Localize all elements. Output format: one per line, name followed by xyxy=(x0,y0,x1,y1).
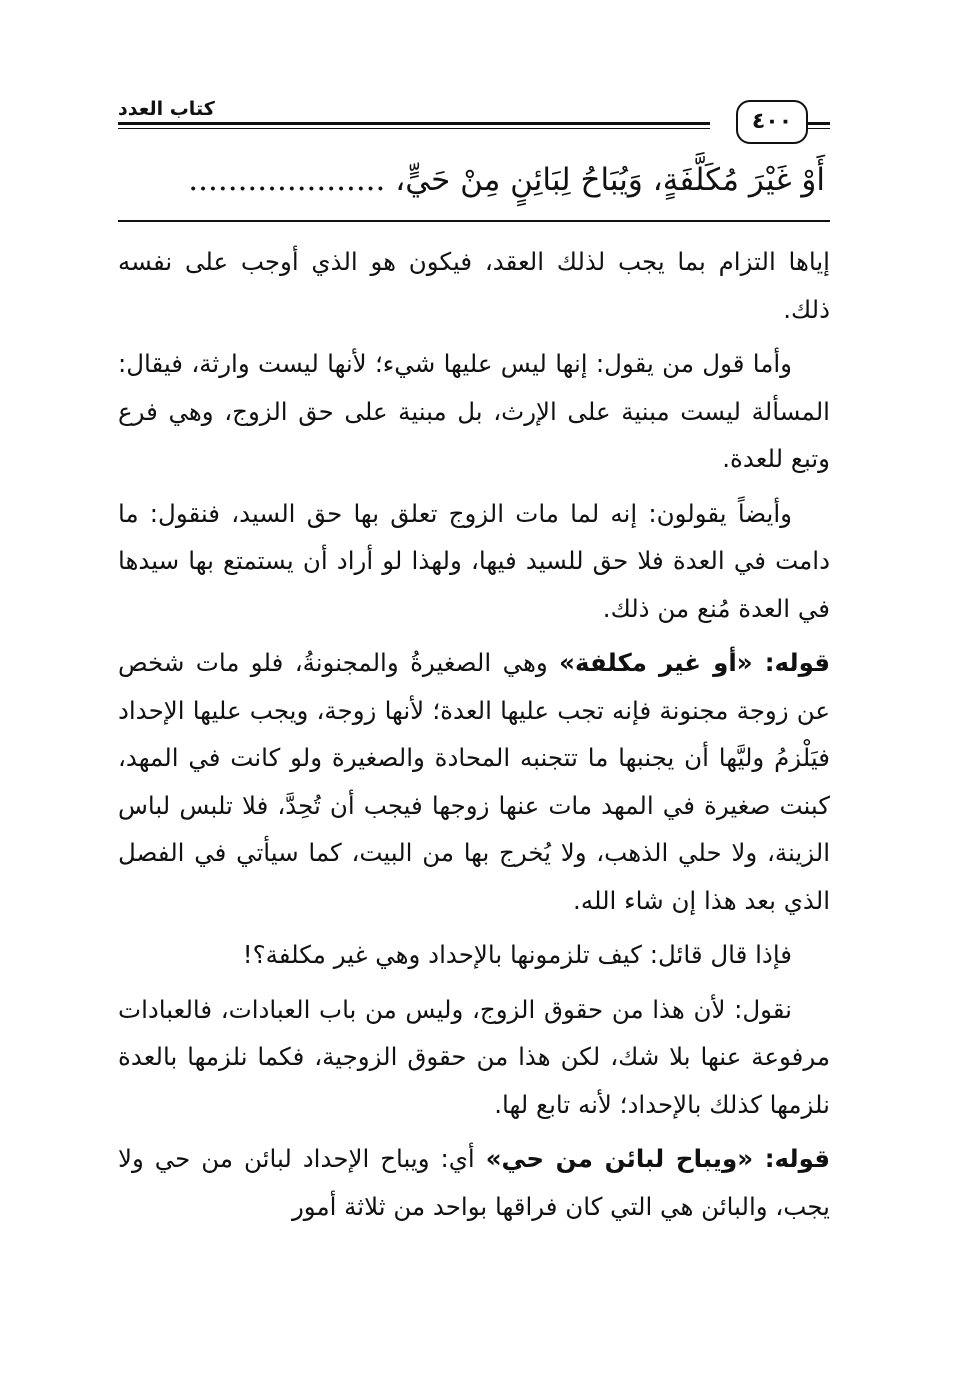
header-rule xyxy=(118,122,710,125)
quote-label: قوله: «أو غير مكلفة» xyxy=(559,648,831,677)
paragraph-7: قوله: «ويباح لبائن من حي» أي: ويباح الإحداد لبائن من حي ولا يجب، والبائن هي التي كان فراقها بواحد من ثلاثة أمور xyxy=(118,1144,831,1221)
paragraph-2: وأما قول من يقول: إنها ليس عليها شيء؛ لأنها ليست وارثة، فيقال: المسألة ليست مبنية على الإرث، بل مبنية على حق الزوج، وهي فرع وتبع للعدة. xyxy=(118,349,830,473)
commentary-body xyxy=(118,238,830,1237)
header-rule-thin xyxy=(118,128,710,129)
page-number: ٤٠٠ xyxy=(736,100,808,144)
paragraph-3: وأيضاً يقولون: إنه لما مات الزوج تعلق بها حق السيد، فنقول: ما دامت في العدة فلا حق للسيد فيها، ولهذا لو أراد أن يستمتع بها سيدها في العدة مُنع من ذلك. xyxy=(118,498,830,623)
matn-divider xyxy=(118,220,830,222)
paragraph-1: إياها التزام بما يجب لذلك العقد، فيكون هو الذي أوجب على نفسه ذلك. xyxy=(118,247,830,324)
paragraph-5: فإذا قال قائل: كيف تلزمونها بالإحداد وهي غير مكلفة؟! xyxy=(242,940,792,969)
page-header xyxy=(118,92,830,142)
matn-text: أَوْ غَيْرَ مُكَلَّفَةٍ، وَيُبَاحُ لِبَائِنٍ مِنْ حَيٍّ، .................... xyxy=(188,162,825,198)
header-rule-right xyxy=(808,122,830,125)
header-rule-right-thin xyxy=(808,128,830,129)
paragraph-6: نقول: لأن هذا من حقوق الزوج، وليس من باب العبادات، فالعبادات مرفوعة عنها بلا شك، لكن هذا من حقوق الزوجية، فكما نلزمها بالعدة نلزمها كذلك بالإحداد؛ لأنه تابع لها. xyxy=(118,994,830,1119)
quote-label: قوله: «ويباح لبائن من حي» xyxy=(485,1144,831,1173)
book-title: كتاب العدد xyxy=(118,98,215,120)
paragraph-4: قوله: «أو غير مكلفة» وهي الصغيرةُ والمجنونةُ، فلو مات شخص عن زوجة مجنونة فإنه تجب عليها العدة؛ لأنها زوجة، ويجب عليها الإحداد فيَلْزمُ وليَّها أن يجنبها ما تتجنبه المحادة والصغيرة ولو كانت في المهد، كبنت صغيرة في المهد مات عنها زوجها فيجب أن تُحِدَّ، فلا تلبس لباس الزينة، ولا حلي الذهب، ولا يُخرج بها من البيت، كما سيأتي في الفصل الذي بعد هذا إن شاء الله. xyxy=(118,648,831,915)
